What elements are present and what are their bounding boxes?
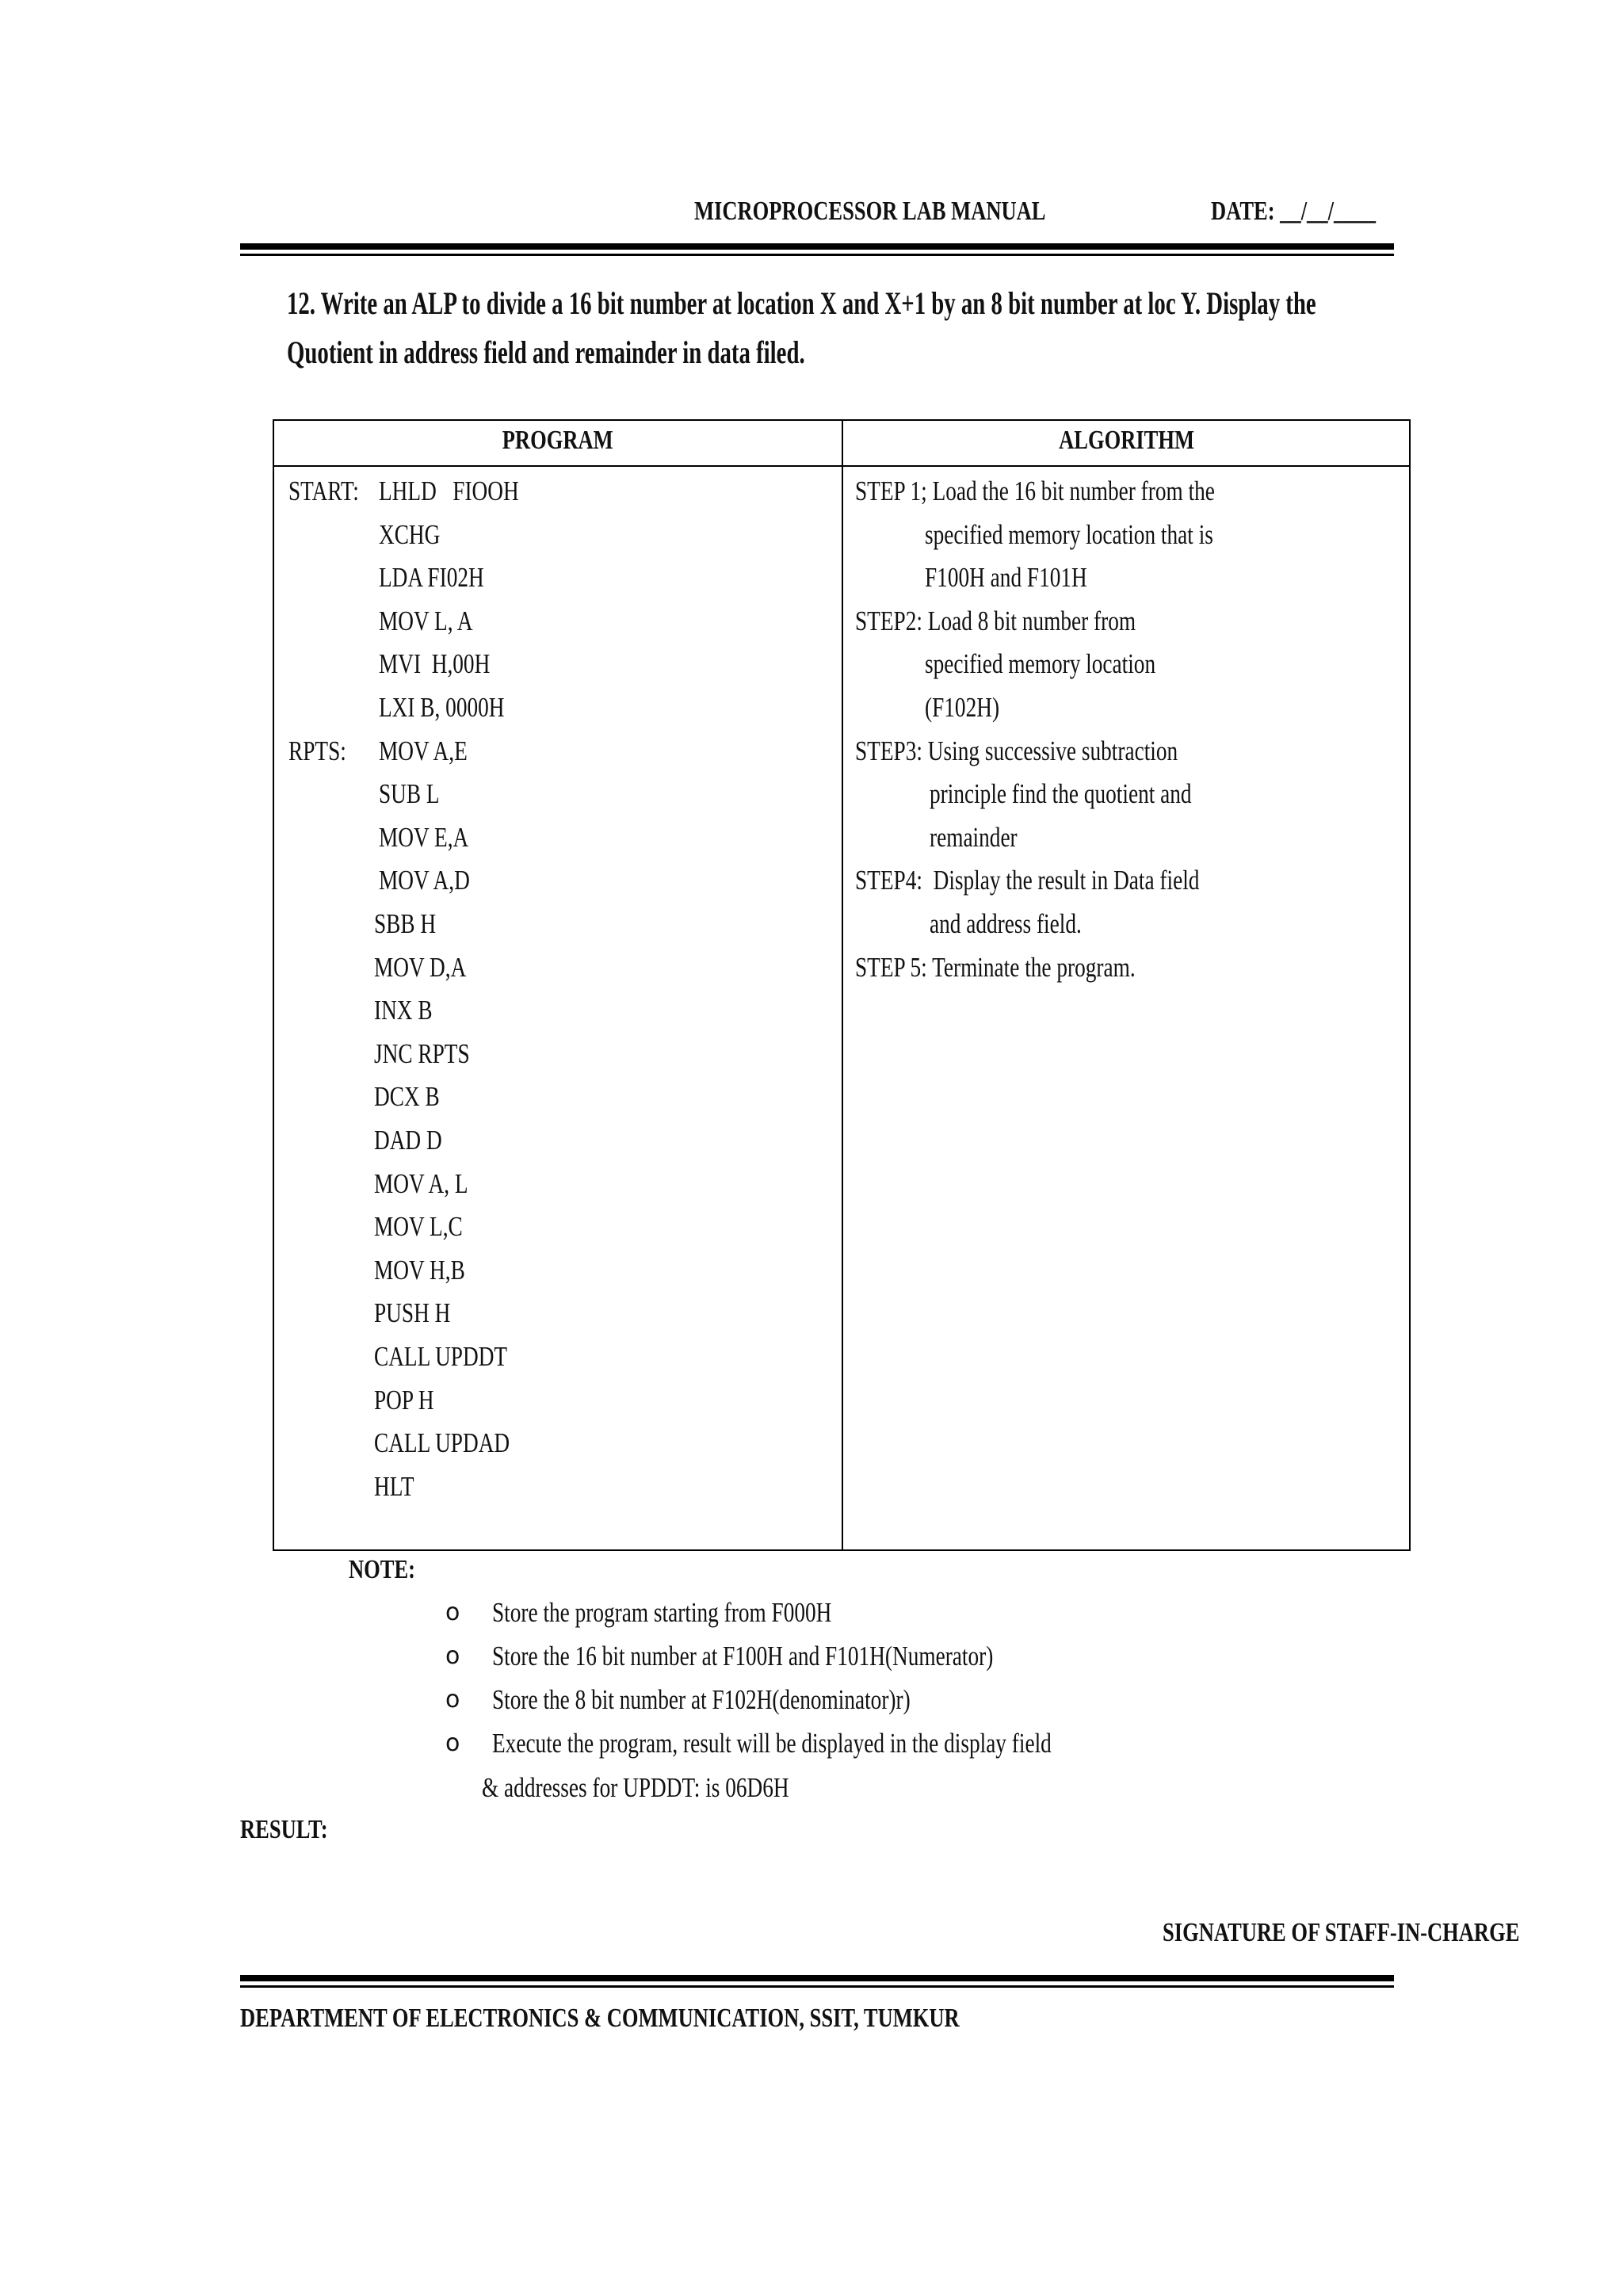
- program-instruction: LDA FI02H: [379, 562, 484, 594]
- bullet-icon: o: [445, 1686, 460, 1713]
- question-line-1: 12. Write an ALP to divide a 16 bit number at location X and X+1 by an 8 bit number at loc Y. Display the: [287, 285, 1316, 321]
- algorithm-step-line: F100H and F101H: [925, 562, 1087, 594]
- program-instruction: SBB H: [374, 908, 437, 939]
- program-instruction: MOV A, L: [374, 1167, 468, 1199]
- program-label: RPTS:: [288, 735, 346, 766]
- program-instruction: LHLD FIOOH: [379, 476, 519, 506]
- program-instruction: CALL UPDDT: [374, 1341, 508, 1372]
- header-divider: [274, 465, 1409, 467]
- footer-rule-thin: [240, 1985, 1394, 1988]
- program-table: [273, 419, 1411, 1551]
- program-instruction: INX B: [374, 995, 433, 1026]
- program-instruction: MOV A,D: [379, 865, 470, 896]
- program-instruction: PUSH H: [374, 1297, 451, 1329]
- algorithm-step-line: STEP3: Using successive subtraction: [855, 735, 1178, 766]
- algorithm-column-header: ALGORITHM: [1059, 426, 1195, 455]
- program-instruction: LXI B, 0000H: [379, 692, 505, 723]
- program-instruction: MOV E,A: [379, 821, 469, 853]
- program-column-header: PROGRAM: [502, 426, 613, 455]
- algorithm-step-line: (F102H): [925, 692, 1000, 723]
- bullet-icon: o: [445, 1599, 460, 1626]
- algorithm-step-line: and address field.: [930, 908, 1082, 939]
- note-item: Store the 16 bit number at F100H and F101H(Numerator): [492, 1641, 994, 1671]
- algorithm-step-line: STEP2: Load 8 bit number from: [855, 605, 1136, 636]
- header-title: MICROPROCESSOR LAB MANUAL: [694, 197, 1046, 226]
- algorithm-step-line: STEP 5: Terminate the program.: [855, 951, 1136, 983]
- program-instruction: SUB L: [379, 778, 440, 810]
- header-rule-thin: [240, 254, 1394, 256]
- column-divider: [842, 421, 843, 1549]
- note-item: Execute the program, result will be displayed in the display field: [492, 1728, 1052, 1759]
- program-instruction: MOV D,A: [374, 951, 467, 983]
- footer-rule-thick: [240, 1975, 1394, 1981]
- question-text: [287, 279, 1623, 377]
- signature-label: SIGNATURE OF STAFF-IN-CHARGE: [1163, 1918, 1520, 1947]
- footer-department: DEPARTMENT OF ELECTRONICS & COMMUNICATION, SSIT, TUMKUR: [240, 2004, 960, 2033]
- algorithm-step-line: specified memory location that is: [925, 518, 1213, 550]
- header-date: DATE: __/__/____: [1211, 197, 1376, 226]
- algorithm-step-line: STEP4: Display the result in Data field: [855, 865, 1200, 896]
- program-instruction: HLT: [374, 1470, 414, 1502]
- algorithm-step-line: principle find the quotient and: [930, 778, 1192, 810]
- algorithm-step-line: remainder: [930, 821, 1018, 853]
- note-item: Store the program starting from F000H: [492, 1597, 832, 1628]
- bullet-icon: o: [445, 1642, 460, 1670]
- program-instruction: POP H: [374, 1384, 434, 1415]
- algorithm-step-line: specified memory location: [925, 648, 1156, 680]
- header-rule-thick: [240, 243, 1394, 250]
- program-instruction: MOV H,B: [374, 1254, 465, 1286]
- program-instruction: JNC RPTS: [374, 1037, 470, 1069]
- question-line-2: Quotient in address field and remainder in data filed.: [287, 334, 805, 370]
- bullet-icon: o: [445, 1729, 460, 1757]
- algorithm-step-line: STEP 1; Load the 16 bit number from the: [855, 476, 1215, 506]
- program-instruction: CALL UPDAD: [374, 1427, 510, 1459]
- program-instruction: MVI H,00H: [379, 648, 491, 680]
- result-label: RESULT:: [240, 1815, 328, 1844]
- program-instruction: DCX B: [374, 1081, 440, 1113]
- program-instruction: XCHG: [379, 518, 441, 550]
- note-continuation: & addresses for UPDDT: is 06D6H: [482, 1772, 789, 1803]
- program-instruction: MOV A,E: [379, 735, 468, 766]
- note-title: NOTE:: [349, 1555, 415, 1584]
- note-item: Store the 8 bit number at F102H(denominator)r): [492, 1684, 911, 1715]
- program-label: START:: [288, 476, 359, 506]
- program-instruction: MOV L,C: [374, 1211, 463, 1243]
- program-instruction: DAD D: [374, 1125, 442, 1156]
- program-instruction: MOV L, A: [379, 605, 473, 636]
